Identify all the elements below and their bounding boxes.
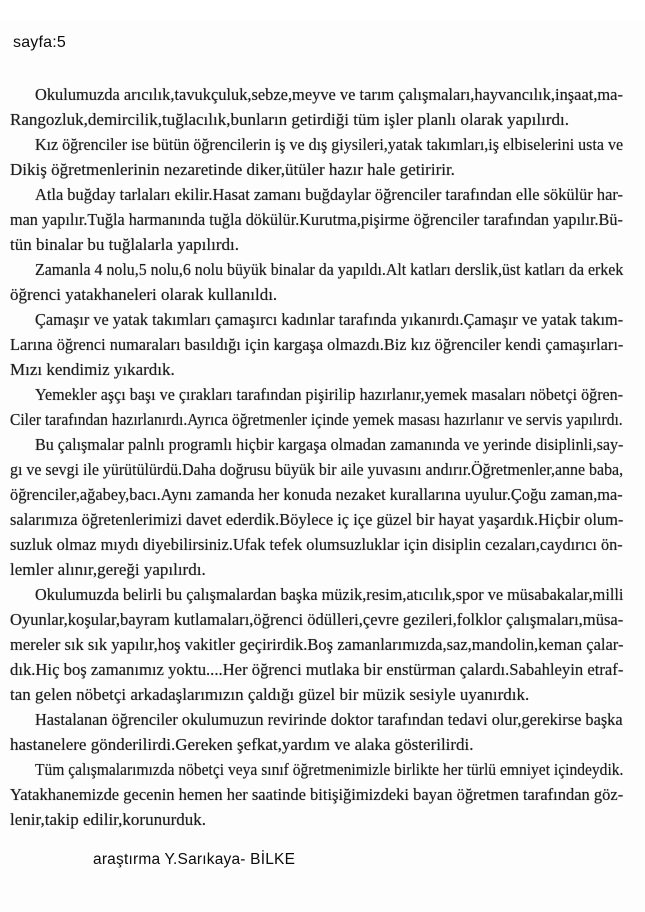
text-line-content: öğrenciler,ağabey,bacı.Aynı zamanda her konuda nezaket kurallarına uyulur.Çoğu zaman,ma- <box>10 485 623 504</box>
text-line <box>10 232 623 257</box>
attribution-note: araştırma Y.Sarıkaya- BİLKE <box>93 851 296 868</box>
text-line <box>10 332 623 357</box>
text-line-content: lemler alınır,gereği yapılırdı. <box>10 560 206 579</box>
text-line-content: Çamaşır ve yatak takımları çamaşırcı kadınlar tarafında yıkanırdı.Çamaşır ve yatak takım- <box>35 310 624 329</box>
text-line <box>10 132 623 157</box>
text-line-content: Okulumuzda belirli bu çalışmalardan başka müzik,resim,atıcılık,spor ve müsabakalar,milli <box>35 585 624 604</box>
text-line <box>10 682 623 707</box>
text-line <box>10 382 623 407</box>
text-line-content: Larına öğrenci numaraları basıldığı için kargaşa olmazdı.Biz kız öğrenciler kendi çamaşırları- <box>10 335 624 354</box>
text-line-content: Zamanla 4 nolu,5 nolu,6 nolu büyük binalar da yapıldı.Alt katları derslik,üst katları da erkek <box>35 260 624 279</box>
text-line <box>10 432 623 457</box>
text-line <box>10 657 623 682</box>
text-line <box>10 582 623 607</box>
text-line <box>10 207 623 232</box>
text-line <box>10 807 623 832</box>
text-line-content: Mızı kendimiz yıkardık. <box>10 360 175 379</box>
document-body <box>10 82 623 832</box>
text-line <box>10 782 623 807</box>
text-line <box>10 407 623 432</box>
text-line-content: Oyunlar,koşular,bayram kutlamaları,öğrenci ödülleri,çevre gezileri,folklor çalışmaları,müsa- <box>10 610 624 629</box>
text-line <box>10 257 623 282</box>
text-line <box>10 607 623 632</box>
text-line-content: tün binalar bu tuğlalarla yapılırdı. <box>10 235 239 254</box>
text-line-content: Ciler tarafından hazırlanırdı.Ayrıca öğretmenler içinde yemek masası hazırlanır ve servis yapılırdı. <box>10 410 623 429</box>
text-line-content: salarımıza öğretenlerimizi davet ederdik.Böylece iç içe güzel bir hayat yaşardık.Hiçbir olum- <box>10 510 624 529</box>
text-line-content: Rangozluk,demircilik,tuğlacılık,bunların getirdiği tüm işler planlı olarak yapılırdı. <box>10 110 569 129</box>
text-line-content: dık.Hiç boş zamanımız yoktu....Her öğrenci mutlaka bir enstürman çalardı.Sabahleyin etraf- <box>10 660 624 679</box>
text-line <box>10 557 623 582</box>
text-line-content: gı ve sevgi ile yürütülürdü.Daha doğrusu büyük bir aile yuvasını andırır.Öğretmenler,anne baba, <box>10 460 624 479</box>
text-line-content: Tüm çalışmalarımızda nöbetçi veya sınıf öğretmenimizle birlikte her türlü emniyet içindeydik. <box>35 760 624 779</box>
text-line <box>10 707 623 732</box>
page-number-label: sayfa:5 <box>13 34 66 51</box>
text-line <box>10 157 623 182</box>
text-line <box>10 482 623 507</box>
text-line <box>10 182 623 207</box>
text-line <box>10 282 623 307</box>
text-line-content: Bu çalışmalar palnlı programlı hiçbir kargaşa olmadan zamanında ve yerinde disiplinli,say- <box>35 435 624 454</box>
text-line <box>10 307 623 332</box>
text-line-content: man yapılır.Tuğla harmanında tuğla dökülür.Kurutma,pişirme öğrenciler tarafından yapılır.Bü- <box>10 210 623 229</box>
text-line-content: Kız öğrenciler ise bütün öğrencilerin iş ve dış giysileri,yatak takımları,iş elbiselerini usta ve <box>35 135 624 154</box>
text-line-content: tan gelen nöbetçi arkadaşlarımızın çaldığı güzel bir müzik sesiyle uyanırdık. <box>10 685 530 704</box>
text-line <box>10 632 623 657</box>
text-line <box>10 457 623 482</box>
text-line-content: Yemekler aşçı başı ve çırakları tarafından pişirilip hazırlanır,yemek masaları nöbetçi öğren- <box>35 385 624 404</box>
text-line <box>10 507 623 532</box>
text-line-content: Atla buğday tarlaları ekilir.Hasat zamanı buğdaylar öğrenciler tarafından elle sökülür har- <box>35 185 623 204</box>
text-line-content: hastanelere gönderilirdi.Gereken şefkat,yardım ve alaka gösterilirdi. <box>10 735 474 754</box>
text-line <box>10 532 623 557</box>
text-line <box>10 757 623 782</box>
text-line-content: lenir,takip edilir,korunurduk. <box>10 810 206 829</box>
text-line <box>10 357 623 382</box>
text-line <box>10 732 623 757</box>
text-line-content: Okulumuzda arıcılık,tavukçuluk,sebze,meyve ve tarım çalışmaları,hayvancılık,inşaat,ma- <box>35 85 623 104</box>
text-line <box>10 82 623 107</box>
text-line-content: Dikiş öğretmenlerinin nezaretinde diker,ütüler hazır hale getiririr. <box>10 160 455 179</box>
text-line-content: mereler sık sık yapılır,hoş vakitler geçirirdik.Boş zamanlarımızda,saz,mandolin,keman çalar- <box>10 635 624 654</box>
text-line-content: Hastalanan öğrenciler okulumuzun revirinde doktor tarafından tedavi olur,gerekirse başka <box>35 710 623 729</box>
text-line-content: öğrenci yatakhaneleri olarak kullanıldı. <box>10 285 278 304</box>
text-line-content: suzluk olmaz mıydı diyebilirsiniz.Ufak tefek olumsuzluklar için disiplin cezaları,caydırıcı ön- <box>10 535 623 554</box>
text-line-content: Yatakhanemizde gecenin hemen her saatinde bitişiğimizdeki bayan öğretmen tarafından göz- <box>10 785 624 804</box>
text-line <box>10 107 623 132</box>
